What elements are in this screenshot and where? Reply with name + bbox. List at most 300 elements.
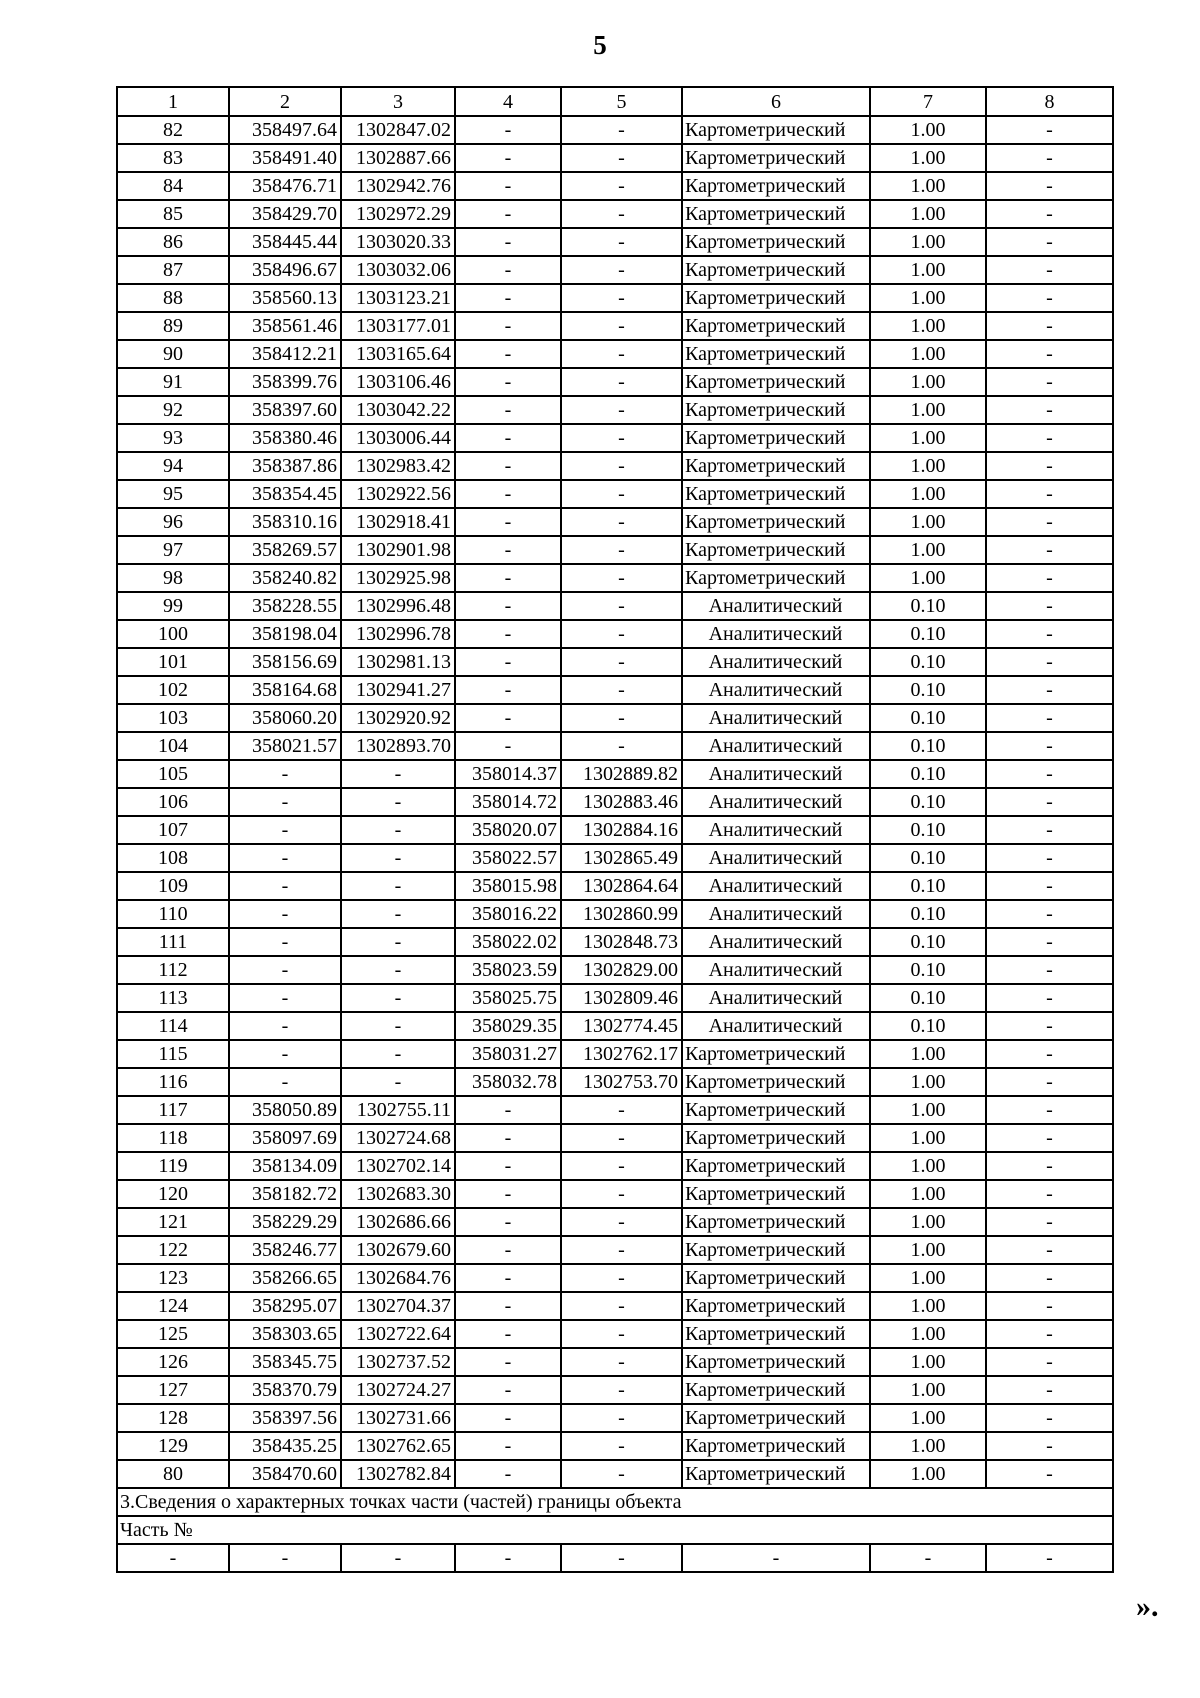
table-cell: 1302972.29 bbox=[341, 200, 455, 228]
table-cell: 358470.60 bbox=[229, 1460, 341, 1488]
column-header: 1 bbox=[117, 87, 229, 116]
table-cell: 1302848.73 bbox=[561, 928, 682, 956]
table-cell: - bbox=[986, 732, 1113, 760]
table-cell: 1.00 bbox=[870, 1208, 986, 1236]
table-cell: 0.10 bbox=[870, 984, 986, 1012]
table-cell: - bbox=[986, 1068, 1113, 1096]
table-cell: - bbox=[561, 284, 682, 312]
table-cell: - bbox=[561, 1236, 682, 1264]
table-cell: 1.00 bbox=[870, 1292, 986, 1320]
table-cell: 1302925.98 bbox=[341, 564, 455, 592]
table-cell: - bbox=[986, 368, 1113, 396]
table-cell: 100 bbox=[117, 620, 229, 648]
table-row bbox=[117, 1460, 1113, 1488]
table-cell: - bbox=[455, 1376, 561, 1404]
table-cell: 1.00 bbox=[870, 424, 986, 452]
table-cell: - bbox=[682, 1544, 870, 1572]
table-cell: Аналитический bbox=[682, 872, 870, 900]
table-cell: - bbox=[229, 788, 341, 816]
column-header: 7 bbox=[870, 87, 986, 116]
table-cell: 115 bbox=[117, 1040, 229, 1068]
table-cell: - bbox=[986, 1376, 1113, 1404]
table-cell: Картометрический bbox=[682, 1236, 870, 1264]
table-cell: - bbox=[455, 1236, 561, 1264]
table-cell: 0.10 bbox=[870, 592, 986, 620]
table-row bbox=[117, 228, 1113, 256]
table-cell: 1302920.92 bbox=[341, 704, 455, 732]
column-header: 5 bbox=[561, 87, 682, 116]
table-cell: 358097.69 bbox=[229, 1124, 341, 1152]
table-cell: - bbox=[561, 1544, 682, 1572]
table-cell: 0.10 bbox=[870, 928, 986, 956]
table-cell: Аналитический bbox=[682, 900, 870, 928]
table-cell: 1302724.27 bbox=[341, 1376, 455, 1404]
table-cell: 358023.59 bbox=[455, 956, 561, 984]
table-cell: - bbox=[986, 760, 1113, 788]
table-cell: - bbox=[229, 816, 341, 844]
table-row bbox=[117, 732, 1113, 760]
table-cell: - bbox=[229, 1040, 341, 1068]
table-row bbox=[117, 1404, 1113, 1432]
table-cell: - bbox=[561, 256, 682, 284]
table-cell: 1303177.01 bbox=[341, 312, 455, 340]
table-cell: 1302887.66 bbox=[341, 144, 455, 172]
table-cell: 358269.57 bbox=[229, 536, 341, 564]
table-cell: Картометрический bbox=[682, 1320, 870, 1348]
table-cell: 1302686.66 bbox=[341, 1208, 455, 1236]
table-cell: - bbox=[455, 648, 561, 676]
table-cell: 1302684.76 bbox=[341, 1264, 455, 1292]
table-cell: - bbox=[561, 1460, 682, 1488]
table-cell: - bbox=[561, 1320, 682, 1348]
table-cell: 1.00 bbox=[870, 1404, 986, 1432]
table-cell: 122 bbox=[117, 1236, 229, 1264]
table-cell: 1302724.68 bbox=[341, 1124, 455, 1152]
table-cell: 1302922.56 bbox=[341, 480, 455, 508]
table-cell: 1.00 bbox=[870, 1180, 986, 1208]
table-cell: 358445.44 bbox=[229, 228, 341, 256]
section-title-row bbox=[117, 1488, 1113, 1516]
table-cell: 94 bbox=[117, 452, 229, 480]
table-cell: - bbox=[561, 480, 682, 508]
table-cell: 358310.16 bbox=[229, 508, 341, 536]
table-cell: Аналитический bbox=[682, 648, 870, 676]
table-cell: 358399.76 bbox=[229, 368, 341, 396]
table-cell: - bbox=[986, 592, 1113, 620]
table-cell: 117 bbox=[117, 1096, 229, 1124]
table-cell: 118 bbox=[117, 1124, 229, 1152]
table-row bbox=[117, 648, 1113, 676]
table-cell: - bbox=[986, 284, 1113, 312]
page-number: 5 bbox=[593, 30, 607, 60]
table-cell: 1.00 bbox=[870, 284, 986, 312]
table-cell: - bbox=[455, 564, 561, 592]
table-cell: 1302762.65 bbox=[341, 1432, 455, 1460]
table-cell: 1.00 bbox=[870, 144, 986, 172]
table-cell: 358370.79 bbox=[229, 1376, 341, 1404]
table-cell: - bbox=[455, 340, 561, 368]
table-cell: 358014.37 bbox=[455, 760, 561, 788]
table-cell: 1302865.49 bbox=[561, 844, 682, 872]
table-cell: 84 bbox=[117, 172, 229, 200]
table-cell: - bbox=[229, 872, 341, 900]
table-cell: - bbox=[455, 396, 561, 424]
table-cell: 358435.25 bbox=[229, 1432, 341, 1460]
table-cell: 358397.60 bbox=[229, 396, 341, 424]
table-cell: Картометрический bbox=[682, 1432, 870, 1460]
table-cell: - bbox=[455, 284, 561, 312]
table-cell: 93 bbox=[117, 424, 229, 452]
table-cell: 358228.55 bbox=[229, 592, 341, 620]
table-cell: - bbox=[561, 1208, 682, 1236]
table-cell: - bbox=[561, 340, 682, 368]
table-row bbox=[117, 1264, 1113, 1292]
table-cell: 1303006.44 bbox=[341, 424, 455, 452]
table-cell: 1.00 bbox=[870, 1068, 986, 1096]
table-cell: Картометрический bbox=[682, 228, 870, 256]
table-cell: 1302889.82 bbox=[561, 760, 682, 788]
table-cell: 107 bbox=[117, 816, 229, 844]
table-cell: Аналитический bbox=[682, 760, 870, 788]
table-row bbox=[117, 144, 1113, 172]
table-cell: 97 bbox=[117, 536, 229, 564]
table-cell: - bbox=[986, 340, 1113, 368]
table-cell: 358029.35 bbox=[455, 1012, 561, 1040]
table-cell: - bbox=[341, 900, 455, 928]
table-cell: - bbox=[455, 508, 561, 536]
table-cell: - bbox=[229, 1068, 341, 1096]
table-cell: 1302737.52 bbox=[341, 1348, 455, 1376]
table-cell: - bbox=[341, 984, 455, 1012]
table-cell: 1.00 bbox=[870, 396, 986, 424]
table-cell: 109 bbox=[117, 872, 229, 900]
table-row bbox=[117, 844, 1113, 872]
table-cell: - bbox=[986, 872, 1113, 900]
table-cell: 112 bbox=[117, 956, 229, 984]
table-cell: - bbox=[455, 1264, 561, 1292]
table-cell: - bbox=[986, 620, 1113, 648]
part-row bbox=[117, 1544, 1113, 1572]
table-cell: 1302755.11 bbox=[341, 1096, 455, 1124]
table-cell: - bbox=[561, 1152, 682, 1180]
table-cell: 1.00 bbox=[870, 1152, 986, 1180]
table-cell: 1.00 bbox=[870, 480, 986, 508]
table-cell: - bbox=[986, 1292, 1113, 1320]
table-cell: Картометрический bbox=[682, 116, 870, 144]
table-row bbox=[117, 1208, 1113, 1236]
table-cell: - bbox=[341, 788, 455, 816]
table-cell: - bbox=[561, 676, 682, 704]
table-cell: 358060.20 bbox=[229, 704, 341, 732]
table-cell: - bbox=[986, 1208, 1113, 1236]
table-cell: 120 bbox=[117, 1180, 229, 1208]
table-cell: 358560.13 bbox=[229, 284, 341, 312]
table-cell: 1.00 bbox=[870, 1096, 986, 1124]
table-cell: 1.00 bbox=[870, 312, 986, 340]
part-label: Часть № bbox=[117, 1516, 1113, 1544]
table-row bbox=[117, 1376, 1113, 1404]
table-cell: 358387.86 bbox=[229, 452, 341, 480]
table-cell: 358134.09 bbox=[229, 1152, 341, 1180]
table-cell: - bbox=[455, 228, 561, 256]
table-cell: - bbox=[561, 1404, 682, 1432]
table-cell: 1302702.14 bbox=[341, 1152, 455, 1180]
table-cell: Картометрический bbox=[682, 368, 870, 396]
table-cell: 1302683.30 bbox=[341, 1180, 455, 1208]
table-cell: - bbox=[561, 172, 682, 200]
table-cell: 126 bbox=[117, 1348, 229, 1376]
table-cell: - bbox=[986, 228, 1113, 256]
table-cell: 358429.70 bbox=[229, 200, 341, 228]
table-cell: 1302731.66 bbox=[341, 1404, 455, 1432]
table-row bbox=[117, 788, 1113, 816]
table-cell: 0.10 bbox=[870, 788, 986, 816]
table-cell: 125 bbox=[117, 1320, 229, 1348]
table-cell: 358156.69 bbox=[229, 648, 341, 676]
table-cell: Картометрический bbox=[682, 536, 870, 564]
table-cell: 1.00 bbox=[870, 1264, 986, 1292]
table-row bbox=[117, 368, 1113, 396]
table-cell: - bbox=[986, 900, 1113, 928]
table-cell: Картометрический bbox=[682, 1040, 870, 1068]
boundary-points-table bbox=[116, 86, 1114, 1573]
table-cell: 99 bbox=[117, 592, 229, 620]
table-cell: 1302679.60 bbox=[341, 1236, 455, 1264]
table-row bbox=[117, 1292, 1113, 1320]
table-cell: 98 bbox=[117, 564, 229, 592]
table-row bbox=[117, 200, 1113, 228]
table-cell: 358229.29 bbox=[229, 1208, 341, 1236]
table-cell: - bbox=[229, 900, 341, 928]
table-cell: 358198.04 bbox=[229, 620, 341, 648]
table-cell: 358491.40 bbox=[229, 144, 341, 172]
table-cell: 116 bbox=[117, 1068, 229, 1096]
table-cell: Картометрический bbox=[682, 172, 870, 200]
table-cell: 1302829.00 bbox=[561, 956, 682, 984]
table-cell: - bbox=[561, 1348, 682, 1376]
table-cell: - bbox=[986, 424, 1113, 452]
table-cell: - bbox=[341, 1040, 455, 1068]
table-cell: 358303.65 bbox=[229, 1320, 341, 1348]
table-cell: 1302996.48 bbox=[341, 592, 455, 620]
table-cell: Картометрический bbox=[682, 340, 870, 368]
table-cell: Аналитический bbox=[682, 732, 870, 760]
table-cell: Картометрический bbox=[682, 1404, 870, 1432]
table-cell: - bbox=[455, 312, 561, 340]
table-cell: Аналитический bbox=[682, 1012, 870, 1040]
table-cell: 358561.46 bbox=[229, 312, 341, 340]
table-cell: - bbox=[455, 1208, 561, 1236]
table-cell: - bbox=[986, 536, 1113, 564]
table-cell: 358266.65 bbox=[229, 1264, 341, 1292]
table-cell: 358050.89 bbox=[229, 1096, 341, 1124]
table-row bbox=[117, 480, 1113, 508]
table-cell: 1303020.33 bbox=[341, 228, 455, 256]
table-cell: 80 bbox=[117, 1460, 229, 1488]
table-cell: 83 bbox=[117, 144, 229, 172]
table-cell: 358497.64 bbox=[229, 116, 341, 144]
table-cell: - bbox=[455, 704, 561, 732]
table-cell: - bbox=[455, 1320, 561, 1348]
table-cell: 1.00 bbox=[870, 116, 986, 144]
table-cell: - bbox=[561, 200, 682, 228]
table-cell: 85 bbox=[117, 200, 229, 228]
table-cell: 90 bbox=[117, 340, 229, 368]
table-cell: - bbox=[561, 1264, 682, 1292]
table-cell: 0.10 bbox=[870, 844, 986, 872]
table-cell: 358031.27 bbox=[455, 1040, 561, 1068]
table-cell: - bbox=[229, 1544, 341, 1572]
table-cell: - bbox=[341, 760, 455, 788]
column-header: 4 bbox=[455, 87, 561, 116]
table-cell: - bbox=[341, 956, 455, 984]
table-cell: - bbox=[117, 1544, 229, 1572]
table-row bbox=[117, 704, 1113, 732]
table-cell: Аналитический bbox=[682, 844, 870, 872]
table-cell: 358412.21 bbox=[229, 340, 341, 368]
table-cell: - bbox=[455, 368, 561, 396]
table-cell: 1302860.99 bbox=[561, 900, 682, 928]
table-cell: 1.00 bbox=[870, 340, 986, 368]
section-title: 3.Сведения о характерных точках части (частей) границы объекта bbox=[117, 1488, 1113, 1516]
table-row bbox=[117, 1096, 1113, 1124]
table-row bbox=[117, 1040, 1113, 1068]
table-cell: 1302918.41 bbox=[341, 508, 455, 536]
table-cell: 105 bbox=[117, 760, 229, 788]
table-cell: - bbox=[986, 1460, 1113, 1488]
table-row bbox=[117, 1236, 1113, 1264]
table-cell: - bbox=[561, 536, 682, 564]
table-cell: - bbox=[986, 1040, 1113, 1068]
table-cell: 1303042.22 bbox=[341, 396, 455, 424]
table-row bbox=[117, 1068, 1113, 1096]
table-cell: - bbox=[455, 1292, 561, 1320]
table-row bbox=[117, 928, 1113, 956]
table-cell: - bbox=[341, 816, 455, 844]
table-row bbox=[117, 760, 1113, 788]
table-cell: - bbox=[986, 676, 1113, 704]
table-cell: 358397.56 bbox=[229, 1404, 341, 1432]
table-cell: 1.00 bbox=[870, 368, 986, 396]
table-cell: - bbox=[986, 1320, 1113, 1348]
table-cell: - bbox=[455, 732, 561, 760]
table-cell: - bbox=[455, 1432, 561, 1460]
table-cell: Картометрический bbox=[682, 1152, 870, 1180]
table-cell: 92 bbox=[117, 396, 229, 424]
table-cell: Картометрический bbox=[682, 508, 870, 536]
table-cell: Картометрический bbox=[682, 1348, 870, 1376]
table-cell: - bbox=[341, 872, 455, 900]
table-cell: 1303032.06 bbox=[341, 256, 455, 284]
table-cell: - bbox=[341, 844, 455, 872]
table-cell: 1.00 bbox=[870, 1432, 986, 1460]
table-cell: 1.00 bbox=[870, 1040, 986, 1068]
table-cell: Картометрический bbox=[682, 1068, 870, 1096]
table-cell: Картометрический bbox=[682, 1264, 870, 1292]
table-cell: - bbox=[561, 144, 682, 172]
table-cell: - bbox=[341, 928, 455, 956]
table-row bbox=[117, 900, 1113, 928]
table-cell: Картометрический bbox=[682, 424, 870, 452]
table-cell: 1302981.13 bbox=[341, 648, 455, 676]
table-cell: 110 bbox=[117, 900, 229, 928]
table-cell: - bbox=[561, 1292, 682, 1320]
table-cell: - bbox=[455, 452, 561, 480]
table-cell: - bbox=[561, 620, 682, 648]
table-cell: 114 bbox=[117, 1012, 229, 1040]
table-cell: - bbox=[986, 1180, 1113, 1208]
table-cell: - bbox=[986, 396, 1113, 424]
table-cell: - bbox=[986, 508, 1113, 536]
table-cell: - bbox=[986, 452, 1113, 480]
table-cell: - bbox=[561, 1376, 682, 1404]
table-cell: Картометрический bbox=[682, 480, 870, 508]
table-row bbox=[117, 592, 1113, 620]
table-cell: 1302996.78 bbox=[341, 620, 455, 648]
table-cell: Аналитический bbox=[682, 788, 870, 816]
table-cell: Картометрический bbox=[682, 312, 870, 340]
table-cell: Аналитический bbox=[682, 676, 870, 704]
table-cell: - bbox=[986, 1012, 1113, 1040]
table-cell: 1302883.46 bbox=[561, 788, 682, 816]
table-cell: Картометрический bbox=[682, 452, 870, 480]
table-cell: - bbox=[561, 592, 682, 620]
table-cell: - bbox=[561, 452, 682, 480]
table-cell: - bbox=[986, 1264, 1113, 1292]
table-cell: - bbox=[986, 956, 1113, 984]
table-cell: 358246.77 bbox=[229, 1236, 341, 1264]
table-cell: Аналитический bbox=[682, 816, 870, 844]
table-cell: 0.10 bbox=[870, 676, 986, 704]
table-cell: - bbox=[561, 1096, 682, 1124]
table-cell: - bbox=[229, 928, 341, 956]
table-cell: 82 bbox=[117, 116, 229, 144]
table-cell: - bbox=[986, 200, 1113, 228]
table-row bbox=[117, 340, 1113, 368]
table-cell: Аналитический bbox=[682, 956, 870, 984]
table-cell: 95 bbox=[117, 480, 229, 508]
table-cell: 1302753.70 bbox=[561, 1068, 682, 1096]
table-cell: 358032.78 bbox=[455, 1068, 561, 1096]
table-cell: - bbox=[455, 116, 561, 144]
table-cell: - bbox=[986, 116, 1113, 144]
table-cell: 113 bbox=[117, 984, 229, 1012]
table-cell: 358020.07 bbox=[455, 816, 561, 844]
table-cell: 358021.57 bbox=[229, 732, 341, 760]
table-row bbox=[117, 452, 1113, 480]
table-row bbox=[117, 1152, 1113, 1180]
table-cell: Картометрический bbox=[682, 1292, 870, 1320]
table-cell: - bbox=[455, 676, 561, 704]
table-cell: - bbox=[561, 704, 682, 732]
table-cell: - bbox=[986, 1124, 1113, 1152]
table-cell: - bbox=[986, 1432, 1113, 1460]
table-cell: 103 bbox=[117, 704, 229, 732]
table-cell: - bbox=[986, 1544, 1113, 1572]
table-cell: - bbox=[455, 144, 561, 172]
closing-quote-mark: ». bbox=[1136, 1590, 1159, 1623]
table-cell: - bbox=[455, 1180, 561, 1208]
table-cell: - bbox=[341, 1544, 455, 1572]
table-cell: 1302762.17 bbox=[561, 1040, 682, 1068]
table-cell: 1.00 bbox=[870, 1236, 986, 1264]
table-cell: - bbox=[561, 648, 682, 676]
table-cell: - bbox=[229, 760, 341, 788]
table-cell: Аналитический bbox=[682, 704, 870, 732]
table-cell: Картометрический bbox=[682, 396, 870, 424]
table-cell: Картометрический bbox=[682, 284, 870, 312]
table-cell: - bbox=[561, 396, 682, 424]
